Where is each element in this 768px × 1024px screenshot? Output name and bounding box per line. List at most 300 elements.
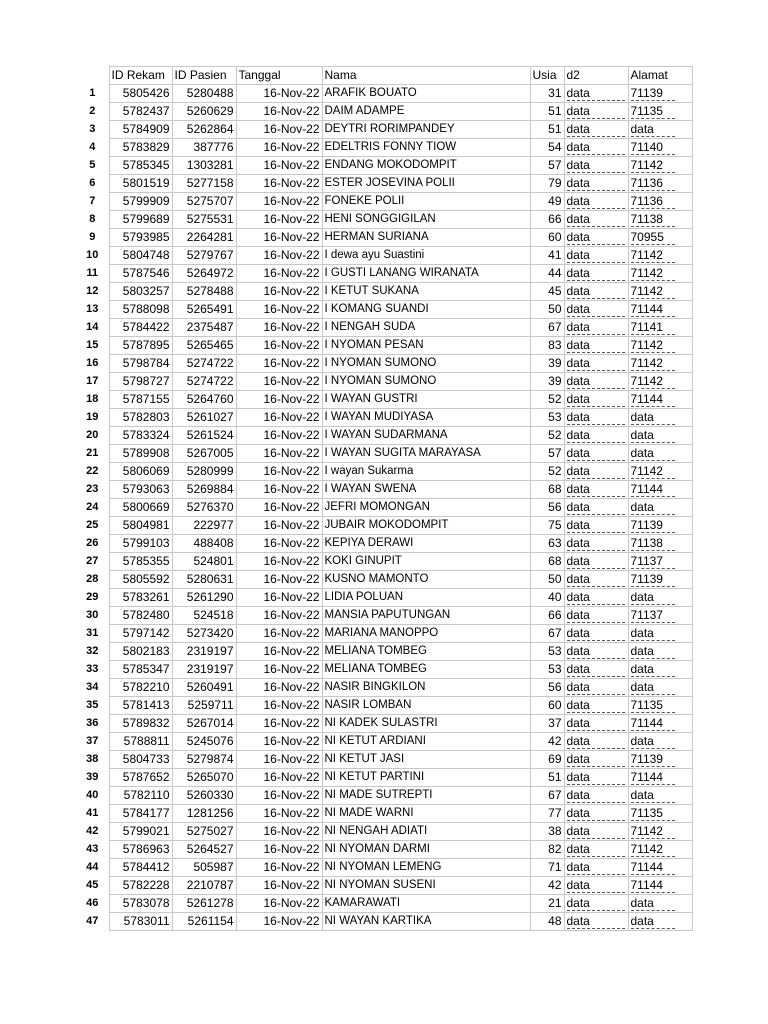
cell-alamat (628, 247, 692, 265)
cell-usia: 51 (530, 103, 564, 121)
cell-tanggal: 16-Nov-22 (236, 715, 322, 733)
cell-id-pasien: 5279767 (172, 247, 236, 265)
cell-d2 (564, 589, 628, 607)
cell-id-pasien: 5260629 (172, 103, 236, 121)
cell-d2-text: data (567, 842, 625, 857)
cell-alamat-text: 71142 (631, 248, 675, 263)
cell-id-pasien: 5275707 (172, 193, 236, 211)
cell-id-pasien: 5260491 (172, 679, 236, 697)
cell-usia: 77 (530, 805, 564, 823)
row-number: 10 (86, 249, 99, 261)
cell-id-rekam: 5801519 (109, 175, 172, 193)
row-number: 45 (86, 879, 99, 891)
cell-d2 (564, 409, 628, 427)
cell-d2-text: data (567, 356, 625, 371)
cell-usia: 66 (530, 607, 564, 625)
cell-usia: 50 (530, 571, 564, 589)
cell-nama: I KOMANG SUANDI (322, 301, 530, 319)
cell-id-rekam: 5784177 (109, 805, 172, 823)
cell-alamat-text: data (631, 500, 675, 515)
cell-id-rekam: 5782803 (109, 409, 172, 427)
cell-tanggal: 16-Nov-22 (236, 103, 322, 121)
table-row (76, 373, 692, 391)
cell-alamat (628, 265, 692, 283)
cell-alamat (628, 337, 692, 355)
cell-id-pasien: 5280999 (172, 463, 236, 481)
cell-d2-text: data (567, 878, 625, 893)
cell-tanggal: 16-Nov-22 (236, 859, 322, 877)
cell-alamat-text: 71144 (631, 716, 675, 731)
cell-id-pasien: 5267014 (172, 715, 236, 733)
cell-alamat (628, 913, 692, 931)
cell-alamat-text: data (631, 734, 675, 749)
row-number: 27 (86, 555, 99, 567)
cell-d2-text: data (567, 554, 625, 569)
cell-nama: ENDANG MOKODOMPIT (322, 157, 530, 175)
cell-nama: NI KADEK SULASTRI (322, 715, 530, 733)
cell-id-pasien: 5262864 (172, 121, 236, 139)
cell-id-rekam: 5786963 (109, 841, 172, 859)
cell-alamat (628, 175, 692, 193)
cell-usia: 42 (530, 877, 564, 895)
cell-usia: 63 (530, 535, 564, 553)
cell-alamat (628, 607, 692, 625)
cell-alamat-text: data (631, 662, 675, 677)
cell-nama: KUSNO MAMONTO (322, 571, 530, 589)
row-number: 33 (86, 663, 99, 675)
cell-usia: 66 (530, 211, 564, 229)
cell-id-pasien: 1281256 (172, 805, 236, 823)
cell-id-rekam: 5789832 (109, 715, 172, 733)
table-row (76, 571, 692, 589)
cell-nama: I GUSTI LANANG WIRANATA (322, 265, 530, 283)
cell-tanggal: 16-Nov-22 (236, 571, 322, 589)
row-number: 26 (86, 537, 99, 549)
cell-nama: NI WAYAN KARTIKA (322, 913, 530, 931)
row-number: 7 (89, 195, 96, 207)
cell-tanggal: 16-Nov-22 (236, 463, 322, 481)
cell-usia: 82 (530, 841, 564, 859)
cell-tanggal: 16-Nov-22 (236, 283, 322, 301)
table-row (76, 913, 692, 931)
cell-id-rekam: 5782228 (109, 877, 172, 895)
cell-id-rekam: 5805426 (109, 85, 172, 103)
cell-alamat (628, 535, 692, 553)
cell-alamat-text: 71136 (631, 176, 675, 191)
cell-alamat (628, 409, 692, 427)
row-number: 20 (86, 429, 99, 441)
col-header-id-rekam: ID Rekam (109, 67, 172, 85)
cell-usia: 60 (530, 697, 564, 715)
cell-id-rekam: 5804733 (109, 751, 172, 769)
cell-nama: I WAYAN SUDARMANA (322, 427, 530, 445)
cell-id-pasien: 1303281 (172, 157, 236, 175)
cell-d2 (564, 481, 628, 499)
cell-alamat-text: 71138 (631, 212, 675, 227)
cell-usia: 49 (530, 193, 564, 211)
cell-d2-text: data (567, 266, 625, 281)
cell-alamat-text: data (631, 410, 675, 425)
cell-d2 (564, 103, 628, 121)
cell-id-pasien: 505987 (172, 859, 236, 877)
cell-id-pasien: 2375487 (172, 319, 236, 337)
cell-id-pasien: 2210787 (172, 877, 236, 895)
row-number: 40 (86, 789, 99, 801)
row-number: 36 (86, 717, 99, 729)
cell-tanggal: 16-Nov-22 (236, 157, 322, 175)
cell-nama: I NYOMAN SUMONO (322, 355, 530, 373)
cell-usia: 53 (530, 643, 564, 661)
cell-nama: I NYOMAN SUMONO (322, 373, 530, 391)
col-header-nama: Nama (322, 67, 530, 85)
table-row (76, 175, 692, 193)
cell-alamat-text: 71135 (631, 104, 675, 119)
table-row (76, 787, 692, 805)
cell-nama: I WAYAN GUSTRI (322, 391, 530, 409)
table-row (76, 319, 692, 337)
cell-alamat (628, 589, 692, 607)
cell-alamat-text: 71135 (631, 806, 675, 821)
cell-id-pasien: 5261027 (172, 409, 236, 427)
cell-tanggal: 16-Nov-22 (236, 607, 322, 625)
cell-tanggal: 16-Nov-22 (236, 175, 322, 193)
cell-d2-text: data (567, 194, 625, 209)
cell-nama: MELIANA TOMBEG (322, 661, 530, 679)
cell-nama: NI KETUT JASI (322, 751, 530, 769)
cell-id-pasien: 5273420 (172, 625, 236, 643)
cell-id-pasien: 2319197 (172, 661, 236, 679)
table-row (76, 517, 692, 535)
cell-d2-text: data (567, 338, 625, 353)
cell-id-pasien: 5269884 (172, 481, 236, 499)
cell-tanggal: 16-Nov-22 (236, 733, 322, 751)
cell-alamat (628, 877, 692, 895)
cell-alamat (628, 355, 692, 373)
row-number: 12 (86, 285, 99, 297)
cell-alamat-text: 71142 (631, 824, 675, 839)
cell-alamat (628, 679, 692, 697)
cell-nama: DEYTRI RORIMPANDEY (322, 121, 530, 139)
row-number: 38 (86, 753, 99, 765)
cell-d2 (564, 247, 628, 265)
row-number: 43 (86, 843, 99, 855)
cell-d2-text: data (567, 518, 625, 533)
col-header-alamat: Alamat (628, 67, 692, 85)
cell-tanggal: 16-Nov-22 (236, 553, 322, 571)
cell-alamat-text: 71139 (631, 752, 675, 767)
cell-nama: I WAYAN MUDIYASA (322, 409, 530, 427)
cell-d2 (564, 319, 628, 337)
cell-tanggal: 16-Nov-22 (236, 265, 322, 283)
col-header-usia: Usia (530, 67, 564, 85)
cell-tanggal: 16-Nov-22 (236, 517, 322, 535)
cell-id-rekam: 5783829 (109, 139, 172, 157)
cell-d2-text: data (567, 104, 625, 119)
table-row (76, 535, 692, 553)
cell-id-pasien: 387776 (172, 139, 236, 157)
row-number: 47 (86, 915, 99, 927)
cell-id-rekam: 5785347 (109, 661, 172, 679)
table-row (76, 103, 692, 121)
cell-usia: 68 (530, 553, 564, 571)
cell-tanggal: 16-Nov-22 (236, 373, 322, 391)
cell-nama: I WAYAN SWENA (322, 481, 530, 499)
cell-alamat (628, 373, 692, 391)
cell-alamat (628, 121, 692, 139)
cell-tanggal: 16-Nov-22 (236, 85, 322, 103)
cell-id-pasien: 5277158 (172, 175, 236, 193)
cell-usia: 52 (530, 391, 564, 409)
cell-d2-text: data (567, 140, 625, 155)
cell-tanggal: 16-Nov-22 (236, 805, 322, 823)
cell-alamat (628, 139, 692, 157)
cell-alamat (628, 283, 692, 301)
cell-id-rekam: 5798727 (109, 373, 172, 391)
cell-alamat-text: 71141 (631, 320, 675, 335)
cell-nama: KEPIYA DERAWI (322, 535, 530, 553)
cell-d2-text: data (567, 608, 625, 623)
cell-d2 (564, 337, 628, 355)
cell-d2 (564, 463, 628, 481)
cell-id-pasien: 5280488 (172, 85, 236, 103)
row-number: 30 (86, 609, 99, 621)
table-row (76, 247, 692, 265)
cell-usia: 39 (530, 373, 564, 391)
cell-tanggal: 16-Nov-22 (236, 589, 322, 607)
cell-d2 (564, 769, 628, 787)
cell-id-rekam: 5804748 (109, 247, 172, 265)
cell-usia: 39 (530, 355, 564, 373)
row-number: 37 (86, 735, 99, 747)
cell-d2 (564, 301, 628, 319)
cell-alamat-text: data (631, 626, 675, 641)
cell-id-rekam: 5799103 (109, 535, 172, 553)
row-number: 32 (86, 645, 99, 657)
table-row (76, 121, 692, 139)
cell-nama: HERMAN SURIANA (322, 229, 530, 247)
cell-id-pasien: 5264760 (172, 391, 236, 409)
cell-id-rekam: 5782210 (109, 679, 172, 697)
cell-nama: MANSIA PAPUTUNGAN (322, 607, 530, 625)
table-row (76, 85, 692, 103)
cell-d2-text: data (567, 716, 625, 731)
cell-id-rekam: 5782480 (109, 607, 172, 625)
cell-usia: 67 (530, 625, 564, 643)
col-header-tanggal: Tanggal (236, 67, 322, 85)
cell-usia: 48 (530, 913, 564, 931)
cell-alamat-text: 71144 (631, 482, 675, 497)
cell-id-pasien: 5265465 (172, 337, 236, 355)
cell-alamat (628, 301, 692, 319)
table-row (76, 409, 692, 427)
cell-d2-text: data (567, 896, 625, 911)
table-row (76, 715, 692, 733)
cell-d2-text: data (567, 626, 625, 641)
cell-tanggal: 16-Nov-22 (236, 481, 322, 499)
cell-alamat-text: data (631, 446, 675, 461)
cell-id-pasien: 5278488 (172, 283, 236, 301)
cell-id-rekam: 5783324 (109, 427, 172, 445)
cell-id-pasien: 5275027 (172, 823, 236, 841)
cell-id-rekam: 5789908 (109, 445, 172, 463)
cell-alamat (628, 643, 692, 661)
table-row (76, 229, 692, 247)
cell-id-pasien: 5267005 (172, 445, 236, 463)
cell-id-rekam: 5802183 (109, 643, 172, 661)
table-row (76, 391, 692, 409)
cell-tanggal: 16-Nov-22 (236, 679, 322, 697)
cell-usia: 41 (530, 247, 564, 265)
cell-tanggal: 16-Nov-22 (236, 355, 322, 373)
cell-id-rekam: 5784909 (109, 121, 172, 139)
table-row (76, 661, 692, 679)
cell-id-pasien: 2264281 (172, 229, 236, 247)
table-row (76, 643, 692, 661)
cell-alamat-text: 71138 (631, 536, 675, 551)
cell-alamat (628, 697, 692, 715)
cell-d2 (564, 607, 628, 625)
row-number-header (76, 67, 109, 85)
cell-alamat (628, 193, 692, 211)
table-row (76, 877, 692, 895)
cell-id-rekam: 5782437 (109, 103, 172, 121)
cell-alamat-text: 71144 (631, 860, 675, 875)
row-number: 34 (86, 681, 99, 693)
cell-tanggal: 16-Nov-22 (236, 661, 322, 679)
cell-nama: ARAFIK BOUATO (322, 85, 530, 103)
cell-d2-text: data (567, 698, 625, 713)
cell-d2-text: data (567, 500, 625, 515)
cell-d2 (564, 121, 628, 139)
cell-alamat-text: data (631, 122, 675, 137)
cell-usia: 51 (530, 121, 564, 139)
cell-tanggal: 16-Nov-22 (236, 229, 322, 247)
table-row (76, 427, 692, 445)
cell-alamat-text: 71135 (631, 698, 675, 713)
cell-nama: LIDIA POLUAN (322, 589, 530, 607)
cell-alamat-text: data (631, 428, 675, 443)
cell-id-rekam: 5805592 (109, 571, 172, 589)
table-row (76, 301, 692, 319)
cell-id-rekam: 5804981 (109, 517, 172, 535)
cell-alamat (628, 859, 692, 877)
table-row (76, 193, 692, 211)
cell-nama: DAIM ADAMPE (322, 103, 530, 121)
cell-d2 (564, 445, 628, 463)
cell-id-rekam: 5783078 (109, 895, 172, 913)
cell-alamat-text: 71142 (631, 464, 675, 479)
cell-d2 (564, 841, 628, 859)
cell-id-pasien: 524518 (172, 607, 236, 625)
cell-id-pasien: 222977 (172, 517, 236, 535)
cell-d2 (564, 643, 628, 661)
cell-id-rekam: 5787155 (109, 391, 172, 409)
table-row (76, 859, 692, 877)
cell-usia: 52 (530, 463, 564, 481)
table-row (76, 553, 692, 571)
cell-id-pasien: 5265491 (172, 301, 236, 319)
cell-tanggal: 16-Nov-22 (236, 247, 322, 265)
cell-usia: 57 (530, 445, 564, 463)
cell-tanggal: 16-Nov-22 (236, 301, 322, 319)
row-number: 3 (89, 123, 96, 135)
row-number: 25 (86, 519, 99, 531)
cell-d2 (564, 265, 628, 283)
row-number: 29 (86, 591, 99, 603)
cell-d2-text: data (567, 392, 625, 407)
cell-alamat-text: 70955 (631, 230, 675, 245)
cell-id-rekam: 5799021 (109, 823, 172, 841)
row-number: 41 (86, 807, 99, 819)
cell-tanggal: 16-Nov-22 (236, 697, 322, 715)
table-row (76, 589, 692, 607)
cell-id-rekam: 5783261 (109, 589, 172, 607)
cell-id-rekam: 5793985 (109, 229, 172, 247)
cell-alamat (628, 751, 692, 769)
row-number: 42 (86, 825, 99, 837)
cell-alamat-text: data (631, 788, 675, 803)
cell-id-rekam: 5785345 (109, 157, 172, 175)
cell-d2 (564, 229, 628, 247)
cell-d2-text: data (567, 482, 625, 497)
table-row (76, 823, 692, 841)
cell-d2-text: data (567, 302, 625, 317)
cell-alamat-text: 71144 (631, 770, 675, 785)
cell-nama: I dewa ayu Suastini (322, 247, 530, 265)
table-row (76, 445, 692, 463)
cell-nama: MARIANA MANOPPO (322, 625, 530, 643)
cell-d2 (564, 427, 628, 445)
header-row (76, 67, 692, 85)
cell-alamat-text: 71142 (631, 356, 675, 371)
cell-usia: 79 (530, 175, 564, 193)
cell-id-rekam: 5782110 (109, 787, 172, 805)
cell-d2-text: data (567, 644, 625, 659)
cell-alamat (628, 427, 692, 445)
table-row (76, 463, 692, 481)
cell-id-rekam: 5788811 (109, 733, 172, 751)
cell-alamat (628, 481, 692, 499)
cell-alamat (628, 391, 692, 409)
cell-d2-text: data (567, 752, 625, 767)
cell-d2 (564, 157, 628, 175)
cell-nama: ESTER JOSEVINA POLII (322, 175, 530, 193)
cell-usia: 52 (530, 427, 564, 445)
cell-d2 (564, 823, 628, 841)
cell-d2-text: data (567, 284, 625, 299)
cell-d2-text: data (567, 230, 625, 245)
row-number: 46 (86, 897, 99, 909)
cell-nama: I KETUT SUKANA (322, 283, 530, 301)
cell-tanggal: 16-Nov-22 (236, 211, 322, 229)
cell-usia: 53 (530, 661, 564, 679)
cell-tanggal: 16-Nov-22 (236, 409, 322, 427)
cell-d2-text: data (567, 572, 625, 587)
row-number: 18 (86, 393, 99, 405)
cell-d2-text: data (567, 122, 625, 137)
cell-alamat (628, 229, 692, 247)
cell-nama: KOKI GINUPIT (322, 553, 530, 571)
row-number: 44 (86, 861, 99, 873)
row-number: 17 (86, 375, 99, 387)
cell-alamat-text: 71142 (631, 284, 675, 299)
row-number: 14 (86, 321, 99, 333)
table-row (76, 139, 692, 157)
cell-usia: 53 (530, 409, 564, 427)
cell-alamat (628, 841, 692, 859)
row-number: 21 (86, 447, 99, 459)
cell-id-pasien: 5276370 (172, 499, 236, 517)
